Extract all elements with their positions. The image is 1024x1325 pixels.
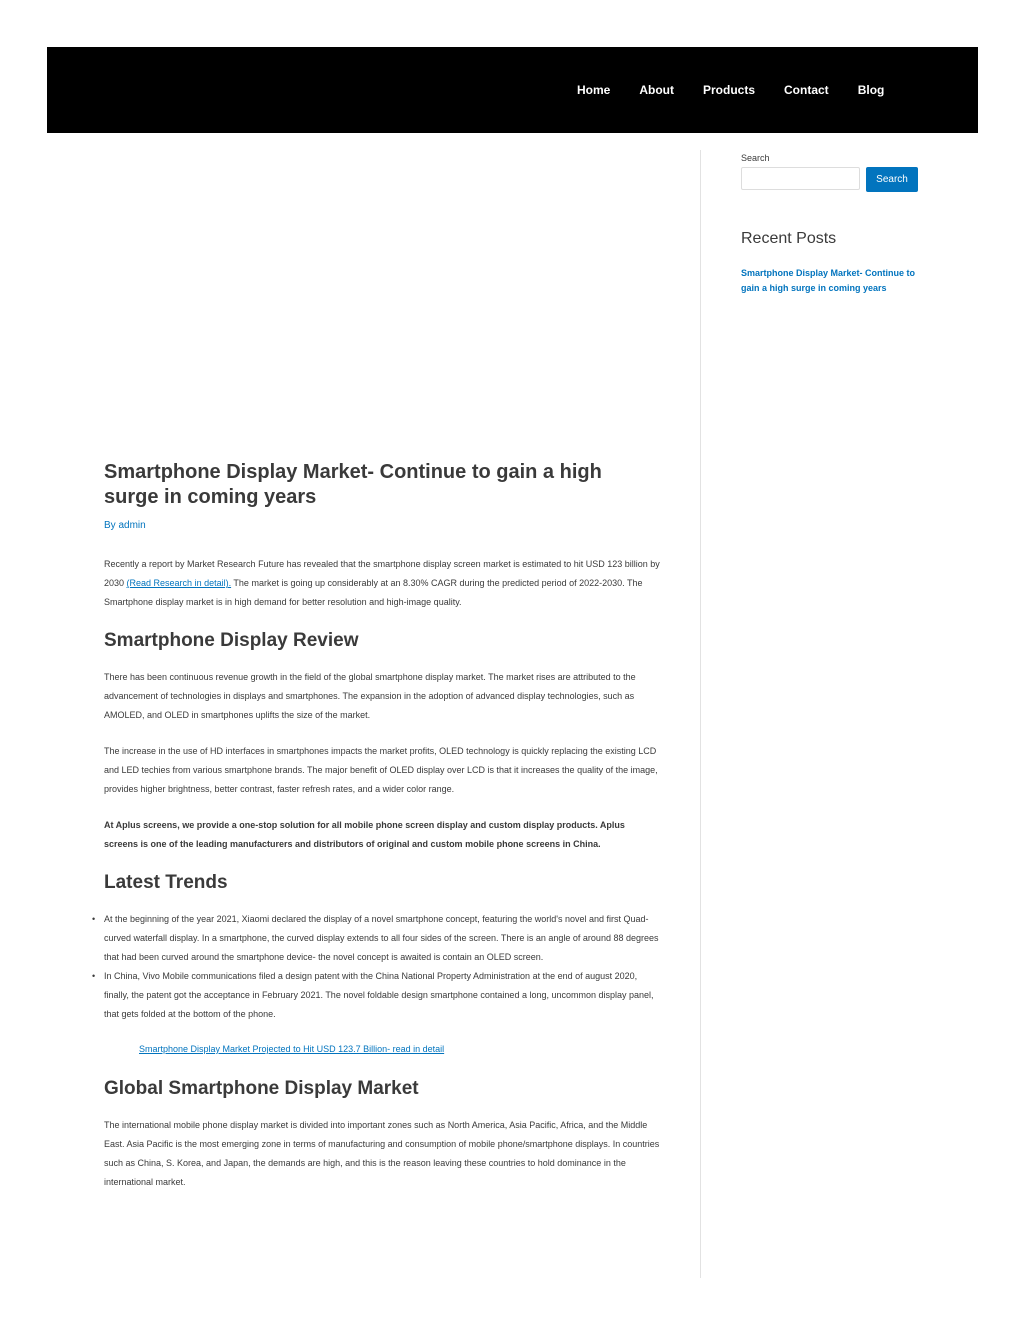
byline-prefix: By	[104, 520, 119, 531]
site-header	[47, 47, 978, 133]
nav-blog[interactable]: Blog	[857, 83, 885, 97]
post-title: Smartphone Display Market- Continue to gain a high surge in coming years	[104, 461, 602, 508]
search-label: Search	[741, 153, 770, 163]
post-article	[92, 460, 660, 1192]
sidebar-divider	[700, 150, 701, 1278]
nav-products[interactable]: Products	[703, 83, 756, 97]
bullet-icon: •	[92, 914, 96, 924]
trend-text: At the beginning of the year 2021, Xiaomi declared the display of a novel smartphone concept, featuring the world's novel and first Quad-curved waterfall display. In a smartphone, the curved display extends to all four sides of the screen. There is an angle of around 88 degrees that had been curved around the smartphone device- the novel concept is awaited is contain an OLED screen.	[104, 914, 659, 962]
related-article-link[interactable]: Smartphone Display Market Projected to Hit USD 123.7 Billion- read in detail	[139, 1044, 445, 1054]
trends-heading: Latest Trends	[104, 872, 228, 893]
search-button[interactable]: Search	[866, 167, 918, 192]
review-paragraph-2: The increase in the use of HD interfaces in smartphones impacts the market profits, OLED technology is quickly replacing the existing LCD and LED techies from various smartphone brands. The major benefit of OLED display over LCD is that it increases the quality of the image, provides higher brightness, better contrast, faster refresh rates, and a wider color range.	[104, 746, 658, 794]
author-link[interactable]: admin	[118, 520, 146, 531]
nav-home[interactable]: Home	[577, 83, 611, 97]
byline	[104, 520, 660, 531]
bullet-icon: •	[92, 971, 96, 981]
nav-contact[interactable]: Contact	[784, 83, 829, 97]
review-paragraph-1: There has been continuous revenue growth in the field of the global smartphone display market. The market rises are attributed to the advancement of technologies in displays and smartphones. The expansion in the adoption of advanced display technologies, such as AMOLED, and OLED in smartphones uplifts the size of the market.	[104, 672, 636, 720]
recent-posts-heading: Recent Posts	[741, 230, 837, 247]
search-input[interactable]	[741, 167, 860, 190]
intro-paragraph	[104, 555, 660, 612]
related-link-block	[104, 1040, 660, 1059]
intro-text-1: Recently a report by Market Research Future has revealed that the smartphone display screen market is estimated to hit USD 123 billion by 2030	[104, 559, 660, 588]
global-heading: Global Smartphone Display Market	[104, 1078, 419, 1099]
list-item	[92, 910, 660, 967]
nav-about[interactable]: About	[639, 83, 674, 97]
list-item	[92, 967, 660, 1024]
trend-text: In China, Vivo Mobile communications filed a design patent with the China National Property Administration at the end of august 2020, finally, the patent got the acceptance in February 2021. The novel foldable design smartphone contained a long, uncommon display panel, that gets folded at the bottom of the phone.	[104, 971, 654, 1019]
global-paragraph: The international mobile phone display market is divided into important zones such as North America, Asia Pacific, Africa, and the Middle East. Asia Pacific is the most emerging zone in terms of manufacturing and consumption of mobile phone/smartphone displays. In countries such as China, S. Korea, and Japan, the demands are high, and this is the reason leaving these countries to hold dominance in the international market.	[104, 1120, 660, 1187]
review-heading: Smartphone Display Review	[104, 630, 359, 651]
recent-post-link[interactable]: Smartphone Display Market- Continue to gain a high surge in coming years	[741, 268, 916, 293]
main-nav	[577, 47, 913, 133]
search-form	[741, 167, 926, 192]
read-research-link[interactable]: (Read Research in detail).	[126, 578, 232, 588]
trends-list	[92, 910, 660, 1024]
sidebar	[741, 150, 926, 296]
intro-text-2: The market is going up considerably at an 8.30% CAGR during the predicted period of 2022-2030. The Smartphone display market is in high demand for better resolution and high-image quality.	[104, 578, 643, 607]
aplus-paragraph: At Aplus screens, we provide a one-stop solution for all mobile phone screen display and custom display products. Aplus screens is one of the leading manufacturers and distributors of original and custom mobile phone screens in China.	[104, 820, 625, 849]
